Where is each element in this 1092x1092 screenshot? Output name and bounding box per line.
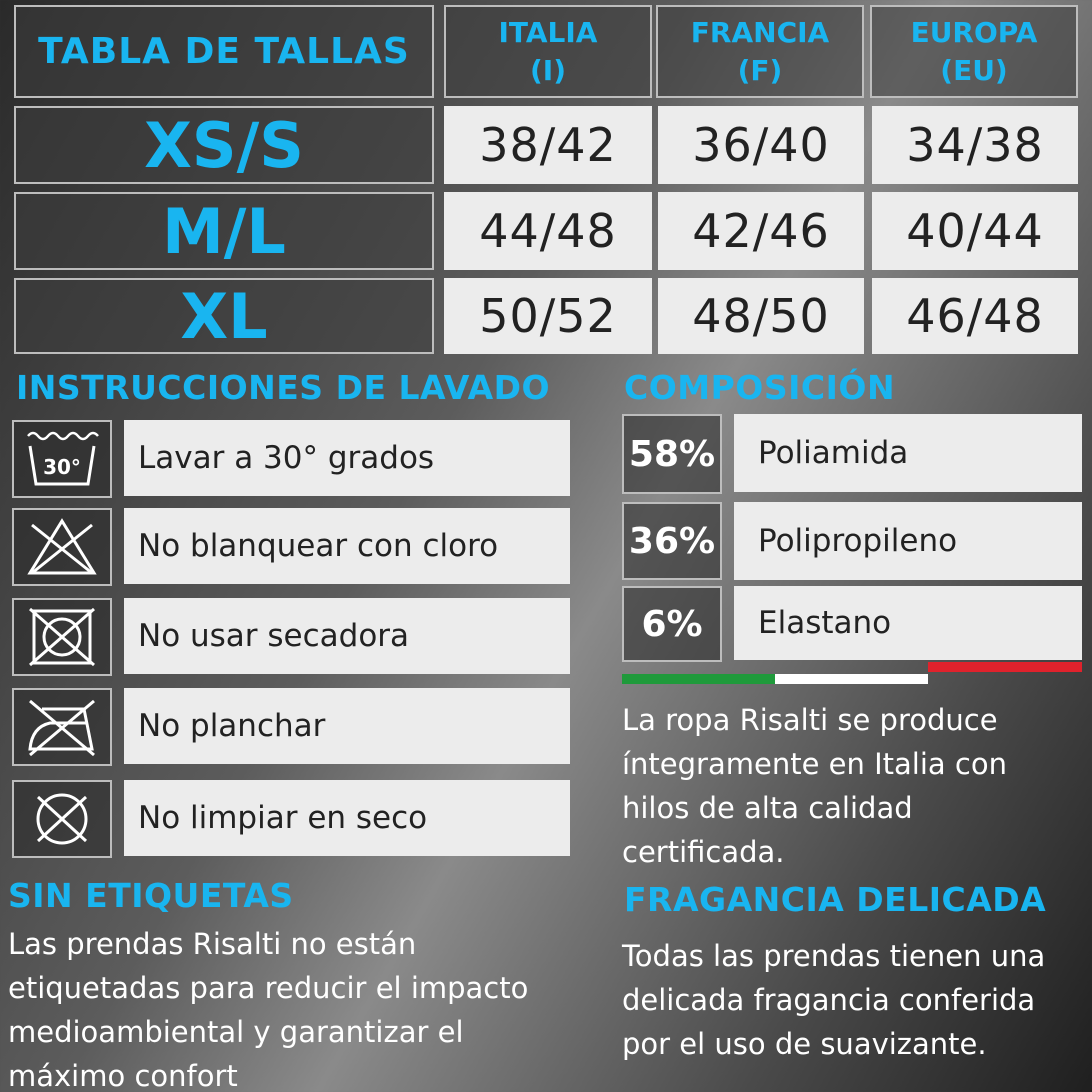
- size-cell: 46/48: [872, 278, 1078, 354]
- wash-instruction-label: Lavar a 30° grados: [124, 420, 570, 496]
- no-iron-icon: [12, 688, 112, 766]
- washing-title: INSTRUCCIONES DE LAVADO: [16, 368, 551, 407]
- column-header-italia: [444, 5, 652, 98]
- column-header-label: ITALIA: [498, 15, 598, 49]
- column-header-code: (I): [529, 53, 566, 87]
- no-bleach-icon: [12, 508, 112, 586]
- composition-title: COMPOSICIÓN: [624, 368, 896, 407]
- size-cell: 48/50: [658, 278, 864, 354]
- column-header-label: FRANCIA: [690, 15, 830, 49]
- column-header-francia: [656, 5, 864, 98]
- italian-flag-stripe: [622, 662, 1082, 684]
- size-cell: 44/48: [444, 192, 652, 270]
- size-row-label: [14, 192, 434, 270]
- flag-red: [928, 662, 1082, 672]
- size-label: XS/S: [144, 108, 304, 182]
- wash-instruction-label: No blanquear con cloro: [124, 508, 570, 584]
- column-header-code: (F): [737, 53, 783, 87]
- column-header-label: EUROPA: [910, 15, 1038, 49]
- size-table-title: TABLA DE TALLAS: [38, 31, 410, 72]
- size-table-title-box: [14, 5, 434, 98]
- wash-instruction-label: No limpiar en seco: [124, 780, 570, 856]
- size-cell: 38/42: [444, 106, 652, 184]
- composition-percent: 36%: [622, 502, 722, 580]
- no-labels-title: SIN ETIQUETAS: [8, 876, 294, 915]
- made-in-italy-text: La ropa Risalti se produce íntegramente en Italia con hilos de alta calidad certificada.: [622, 703, 1007, 869]
- wash-instruction-label: No usar secadora: [124, 598, 570, 674]
- flag-white: [775, 674, 928, 684]
- size-cell: 34/38: [872, 106, 1078, 184]
- size-row-label: [14, 106, 434, 184]
- composition-material: Poliamida: [734, 414, 1082, 492]
- composition-material: Elastano: [734, 586, 1082, 660]
- column-header-europa: [870, 5, 1078, 98]
- size-label: M/L: [162, 194, 286, 268]
- wash-temp-text: 30°: [43, 455, 81, 479]
- no-dry-clean-icon: [12, 780, 112, 858]
- composition-material: Polipropileno: [734, 502, 1082, 580]
- size-cell: 36/40: [658, 106, 864, 184]
- column-header-code: (EU): [940, 53, 1008, 87]
- flag-green: [622, 674, 775, 684]
- no-labels-text: Las prendas Risalti no están etiquetadas para reducir el impacto medioambiental y garantizar el máximo confort: [8, 927, 529, 1092]
- fragrance-title: FRAGANCIA DELICADA: [624, 880, 1047, 919]
- size-row-label: [14, 278, 434, 354]
- wash-30-icon: [12, 420, 112, 498]
- size-cell: 42/46: [658, 192, 864, 270]
- fragrance-text: Todas las prendas tienen una delicada fragancia conferida por el uso de suavizante.: [622, 939, 1046, 1061]
- wash-instruction-label: No planchar: [124, 688, 570, 764]
- size-cell: 40/44: [872, 192, 1078, 270]
- no-tumble-dry-icon: [12, 598, 112, 676]
- composition-percent: 58%: [622, 414, 722, 494]
- size-label: XL: [180, 279, 268, 353]
- size-cell: 50/52: [444, 278, 652, 354]
- composition-percent: 6%: [622, 586, 722, 662]
